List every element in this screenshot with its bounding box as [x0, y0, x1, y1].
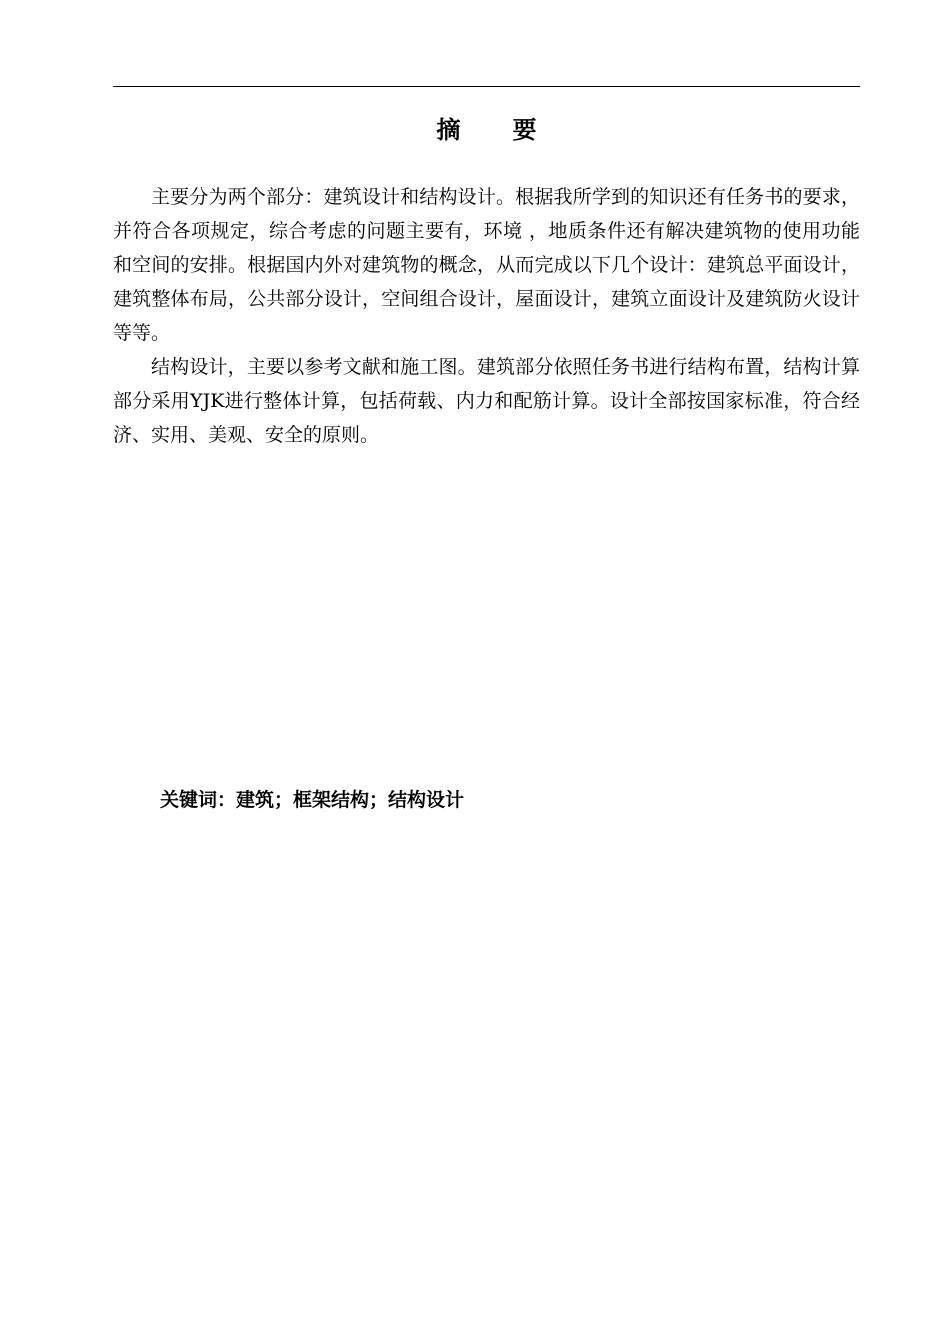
abstract-title-char-1: 摘: [436, 116, 461, 144]
keywords-text: 建筑；框架结构；结构设计: [236, 789, 465, 811]
header-rule: [113, 86, 860, 87]
abstract-title: [113, 114, 860, 146]
keywords-line: [160, 785, 464, 815]
abstract-paragraph-1: 主要分为两个部分：建筑设计和结构设计。根据我所学到的知识还有任务书的要求，并符合各项规定，综合考虑的问题主要有，环境 ，地质条件还有解决建筑物的使用功能和空间的安排。根据国内外对建筑物的概念，从而完成以下几个设计：建筑总平面设计，建筑整体布局，公共部分设计，空间组合设计，屋面设计，建筑立面设计及建筑防火设计等等。: [113, 186, 860, 344]
abstract-paragraph-2: 结构设计，主要以参考文献和施工图。建筑部分依照任务书进行结构布置，结构计算部分采用YJK进行整体计算，包括荷载、内力和配筋计算。设计全部按国家标准，符合经济、实用、美观、安全的原则。: [113, 356, 860, 446]
keywords-label: 关键词：: [160, 789, 237, 811]
abstract-title-char-2: 要: [512, 116, 537, 144]
abstract-body: [113, 180, 860, 452]
